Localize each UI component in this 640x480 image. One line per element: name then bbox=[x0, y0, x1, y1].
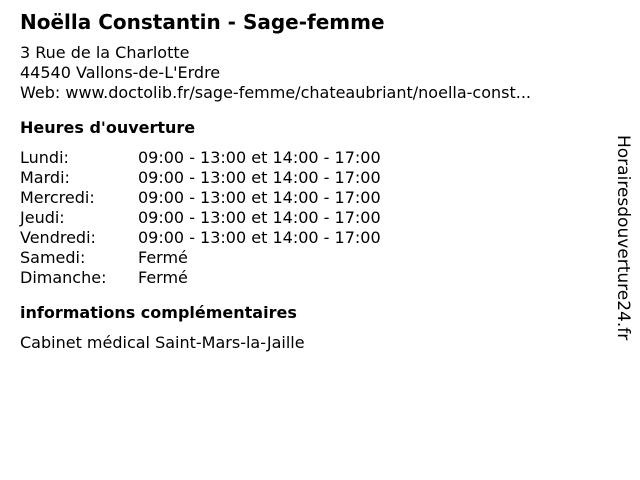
day-hours: 09:00 - 13:00 et 14:00 - 17:00 bbox=[138, 148, 381, 167]
street-address: 3 Rue de la Charlotte bbox=[20, 43, 190, 62]
additional-info-heading: informations complémentaires bbox=[20, 303, 297, 322]
business-title: Noëlla Constantin - Sage-femme bbox=[20, 10, 385, 34]
postal-city: 44540 Vallons-de-L'Erdre bbox=[20, 63, 221, 82]
hours-row-tuesday bbox=[20, 168, 600, 188]
hours-row-monday bbox=[20, 148, 600, 168]
day-label: Mercredi: bbox=[20, 188, 95, 207]
hours-row-saturday bbox=[20, 248, 600, 268]
day-hours: 09:00 - 13:00 et 14:00 - 17:00 bbox=[138, 228, 381, 247]
day-label: Lundi: bbox=[20, 148, 69, 167]
address-block bbox=[20, 43, 600, 103]
opening-hours-list bbox=[20, 148, 600, 288]
day-label: Samedi: bbox=[20, 248, 86, 267]
day-hours: Fermé bbox=[138, 268, 188, 287]
hours-row-thursday bbox=[20, 208, 600, 228]
website-label: Web: bbox=[20, 83, 66, 102]
day-label: Jeudi: bbox=[20, 208, 65, 227]
hours-row-friday bbox=[20, 228, 600, 248]
day-label: Mardi: bbox=[20, 168, 70, 187]
site-brand-watermark: Horairesdouverture24.fr bbox=[613, 135, 633, 341]
opening-hours-heading: Heures d'ouverture bbox=[20, 118, 196, 137]
day-hours: 09:00 - 13:00 et 14:00 - 17:00 bbox=[138, 168, 381, 187]
hours-row-wednesday bbox=[20, 188, 600, 208]
business-card bbox=[20, 9, 600, 353]
day-label: Dimanche: bbox=[20, 268, 107, 287]
day-label: Vendredi: bbox=[20, 228, 96, 247]
day-hours: 09:00 - 13:00 et 14:00 - 17:00 bbox=[138, 188, 381, 207]
day-hours: Fermé bbox=[138, 248, 188, 267]
day-hours: 09:00 - 13:00 et 14:00 - 17:00 bbox=[138, 208, 381, 227]
website-line bbox=[20, 83, 600, 103]
hours-row-sunday bbox=[20, 268, 600, 288]
additional-info-text: Cabinet médical Saint-Mars-la-Jaille bbox=[20, 333, 305, 352]
website-link[interactable]: www.doctolib.fr/sage-femme/chateaubriant/noella-const... bbox=[65, 83, 531, 102]
